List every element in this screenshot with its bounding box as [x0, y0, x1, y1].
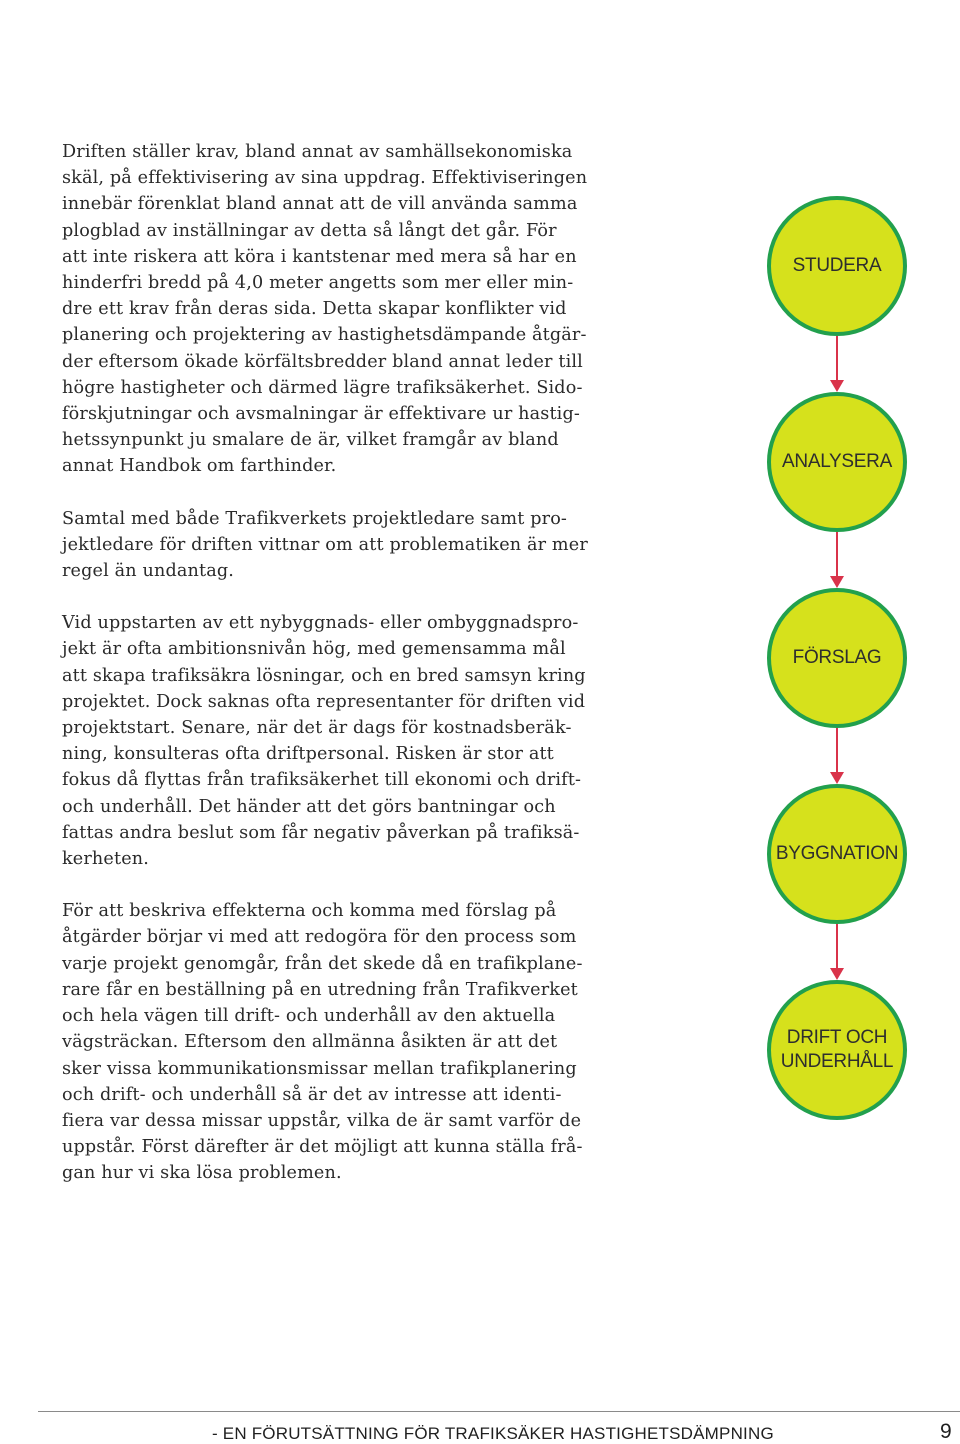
process-step-forslag: FÖRSLAG: [767, 588, 907, 728]
body-text: [62, 139, 668, 1187]
footer-title: - EN FÖRUTSÄTTNING FÖR TRAFIKSÄKER HASTIGHETSDÄMPNING: [212, 1424, 774, 1443]
process-flow-diagram: [762, 196, 912, 1136]
flow-arrow: [834, 532, 840, 588]
page-number: 9: [940, 1420, 952, 1443]
paragraph-2: Samtal med både Trafikverkets projektledare samt pro- jektledare för driften vittnar om att problematiken är mer regel än undantag.: [62, 508, 588, 582]
paragraph-1: Driften ställer krav, bland annat av samhällsekonomiska skäl, på effektivisering av sina uppdrag. Effektiviseringen innebär förenklat bland annat att de vill använda samma plogblad av inställningar av detta så långt det går. För att inte riskera att köra i kantstenar med mera så har en hinderfri bredd på 4,0 meter angetts som mer eller min- dre ett krav från deras sida. Detta skapar konflikter vid planering och projektering av hastighetsdämpande åtgär- der eftersom ökade körfältsbredder bland annat leder till högre hastigheter och därmed lägre trafiksäkerhet. Sido- förskjutningar och avsmalningar är effektivare ur hastig- hetssynpunkt ju smalare de är, vilket framgår av bland annat Handbok om farthinder.: [62, 142, 588, 477]
flow-arrow: [834, 924, 840, 980]
flow-arrow: [834, 336, 840, 392]
process-step-drift-och-underhall: DRIFT OCH UNDERHÅLL: [767, 980, 907, 1120]
footer-divider: [38, 1411, 960, 1412]
process-step-analysera: ANALYSERA: [767, 392, 907, 532]
process-step-studera: STUDERA: [767, 196, 907, 336]
paragraph-3: Vid uppstarten av ett nybyggnads- eller ombyggnadspro- jekt är ofta ambitionsnivån hög, med gemensamma mål att skapa trafiksäkra lösningar, och en bred samsyn kring projektet. Dock saknas ofta representanter för driften vid projektstart. Senare, när det är dags för kostnadsberäk- ning, konsulteras ofta driftpersonal. Risken är stor att fokus då flyttas från trafiksäkerhet till ekonomi och drift- och underhåll. Det händer att det görs bantningar och fattas andra beslut som får negativ påverkan på trafiksä- kerheten.: [62, 613, 586, 870]
process-step-byggnation: BYGGNATION: [767, 784, 907, 924]
paragraph-4: För att beskriva effekterna och komma med förslag på åtgärder börjar vi med att redogöra för den process som varje projekt genomgår, från det skede då en trafikplane- rare får en beställning på en utredning från Trafikverket och hela vägen till drift- och underhåll av den aktuella vägsträckan. Eftersom den allmänna åsikten är att det sker vissa kommunikationsmissar mellan trafikplanering och drift- och underhåll så är det av intresse att identi- fiera var dessa missar uppstår, vilka de är samt varför de uppstår. Först därefter är det möjligt att kunna ställa frå- gan hur vi ska lösa problemen.: [62, 901, 583, 1184]
flow-arrow: [834, 728, 840, 784]
